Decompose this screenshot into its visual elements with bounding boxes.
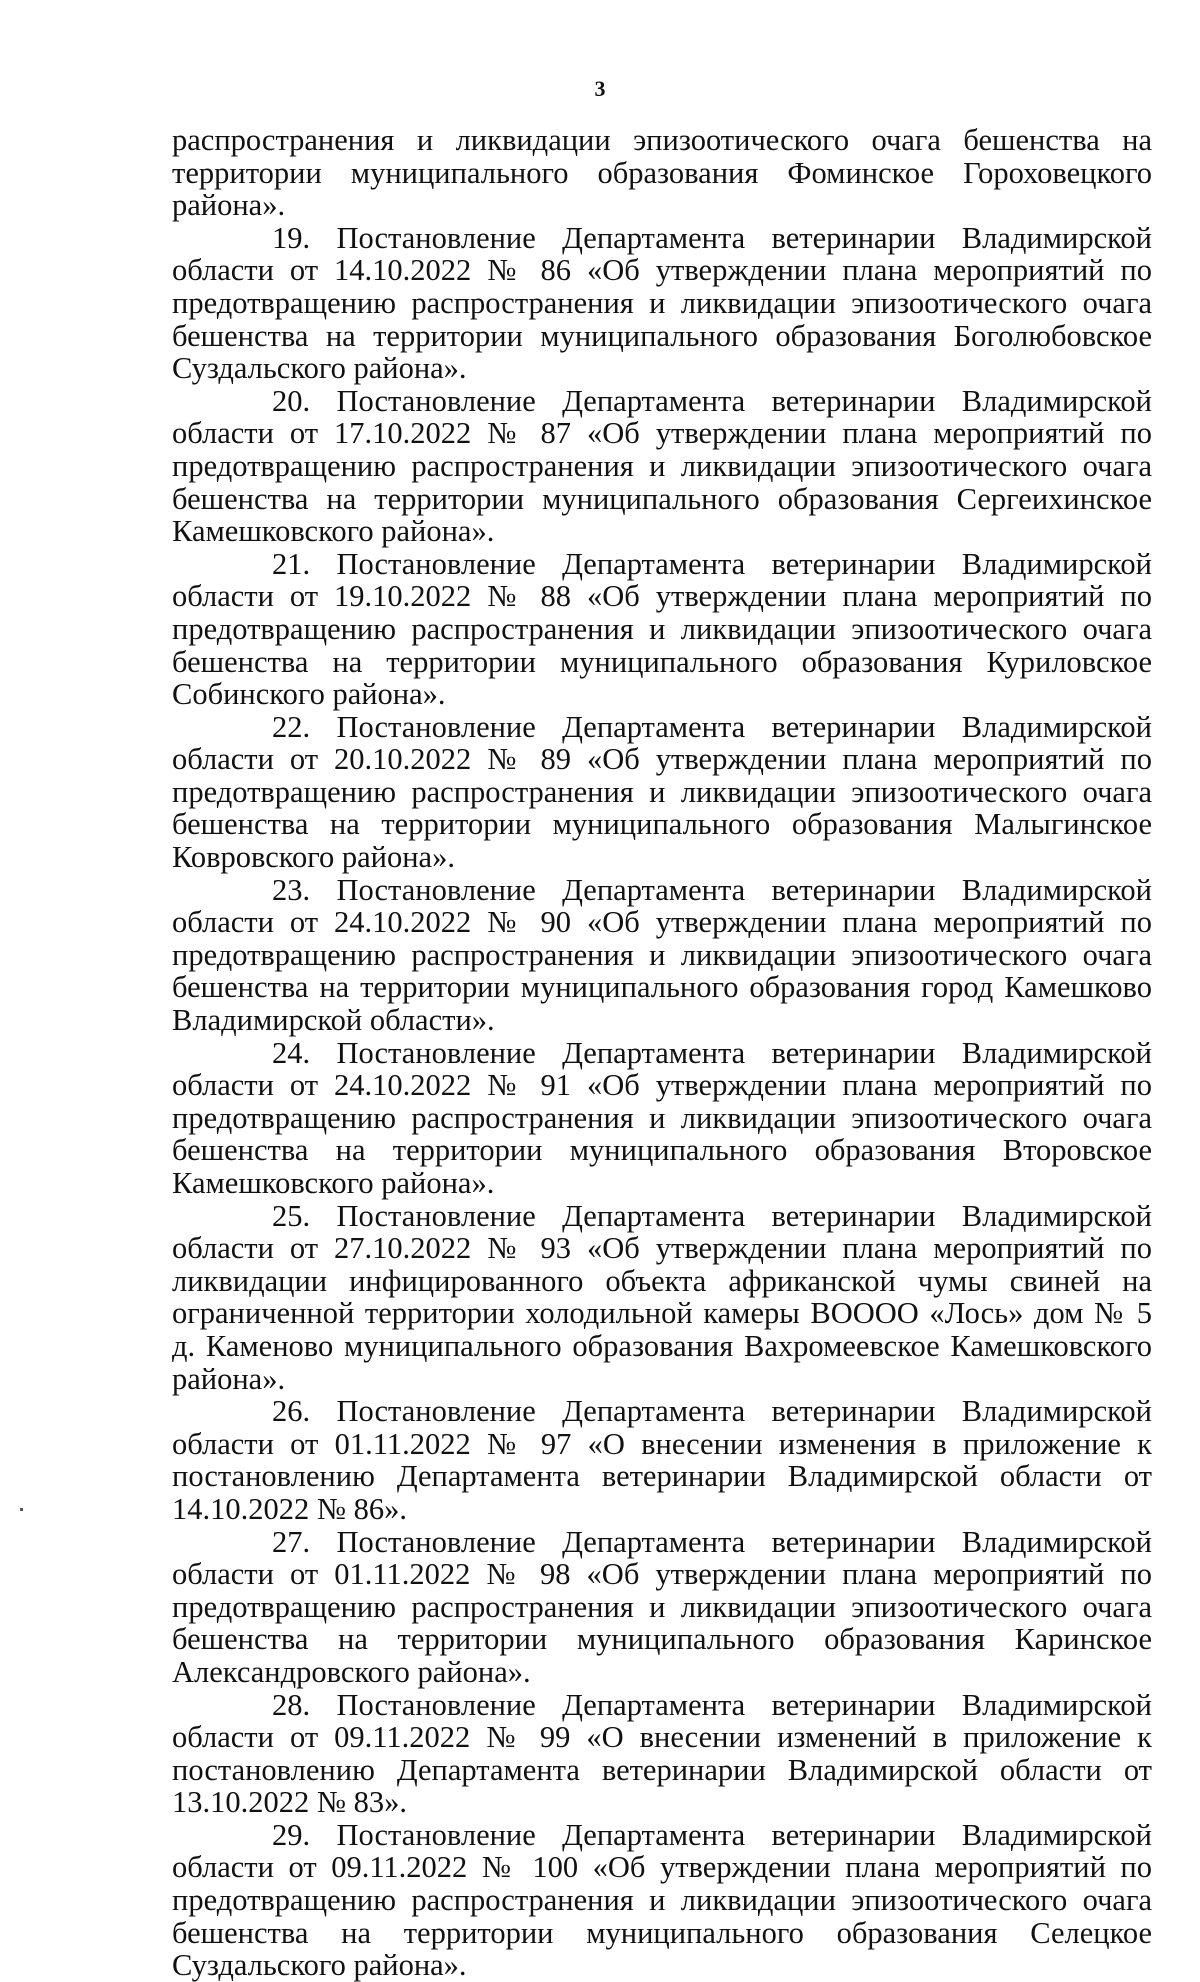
list-item-23: 23. Постановление Департамента ветеринарии Владимирской области от 24.10.2022 № 90 «Об утверждении плана мероприятий по предотвращению распространения и ликвидации эпизоотического очага бешенства на территории муниципального образования город Камешково Владимирской области». xyxy=(172,872,1152,1038)
list-item-21: 21. Постановление Департамента ветеринарии Владимирской области от 19.10.2022 № 88 «Об утверждении плана мероприятий по предотвращению распространения и ликвидации эпизоотического очага бешенства на территории муниципального образования Куриловское Собинского района». xyxy=(172,546,1152,712)
list-item-29: 29. Постановление Департамента ветеринарии Владимирской области от 09.11.2022 № 100 «Об утверждении плана мероприятий по предотвращению распространения и ликвидации эпизоотического очага бешенства на территории муниципального образования Селецкое Суздальского района». xyxy=(172,1817,1152,1982)
page-number: 3 xyxy=(594,76,606,101)
list-item-22: 22. Постановление Департамента ветеринарии Владимирской области от 20.10.2022 № 89 «Об утверждении плана мероприятий по предотвращению распространения и ликвидации эпизоотического очага бешенства на территории муниципального образования Малыгинское Ковровского района». xyxy=(172,709,1152,875)
document-body xyxy=(172,124,1152,1982)
list-item-19: 19. Постановление Департамента ветеринарии Владимирской области от 14.10.2022 № 86 «Об утверждении плана мероприятий по предотвращению распространения и ликвидации эпизоотического очага бешенства на территории муниципального образования Боголюбовское Суздальского района». xyxy=(172,220,1152,386)
list-item-27: 27. Постановление Департамента ветеринарии Владимирской области от 01.11.2022 № 98 «Об утверждении плана мероприятий по предотвращению распространения и ликвидации эпизоотического очага бешенства на территории муниципального образования Каринское Александровского района». xyxy=(172,1524,1152,1689)
list-item-20: 20. Постановление Департамента ветеринарии Владимирской области от 17.10.2022 № 87 «Об утверждении плана мероприятий по предотвращению распространения и ликвидации эпизоотического очага бешенства на территории муниципального образования Сергеихинское Камешковского района». xyxy=(172,383,1152,549)
list-item-26: 26. Постановление Департамента ветеринарии Владимирской области от 01.11.2022 № 97 «О внесении изменения в приложение к постановлению Департамента ветеринарии Владимирской области от 14.10.2022 № 86». xyxy=(172,1394,1152,1526)
continued-paragraph: распространения и ликвидации эпизоотического очага бешенства на территории муниципального образования Фоминское Гороховецкого района». xyxy=(172,123,1152,223)
list-item-24: 24. Постановление Департамента ветеринарии Владимирской области от 24.10.2022 № 91 «Об утверждении плана мероприятий по предотвращению распространения и ликвидации эпизоотического очага бешенства на территории муниципального образования Второвское Камешковского района». xyxy=(172,1035,1152,1200)
list-item-28: 28. Постановление Департамента ветеринарии Владимирской области от 09.11.2022 № 99 «О внесении изменений в приложение к постановлению Департамента ветеринарии Владимирской области от 13.10.2022 № 83». xyxy=(172,1687,1152,1820)
scan-speck xyxy=(20,1508,23,1511)
list-item-25: 25. Постановление Департамента ветеринарии Владимирской области от 27.10.2022 № 93 «Об утверждении плана мероприятий по ликвидации инфицированного объекта африканской чумы свиней на ограниченной территории холодильной камеры ВОООО «Лось» дом № 5 д. Каменово муниципального образования Вахромеевское Камешковского района». xyxy=(172,1198,1152,1396)
